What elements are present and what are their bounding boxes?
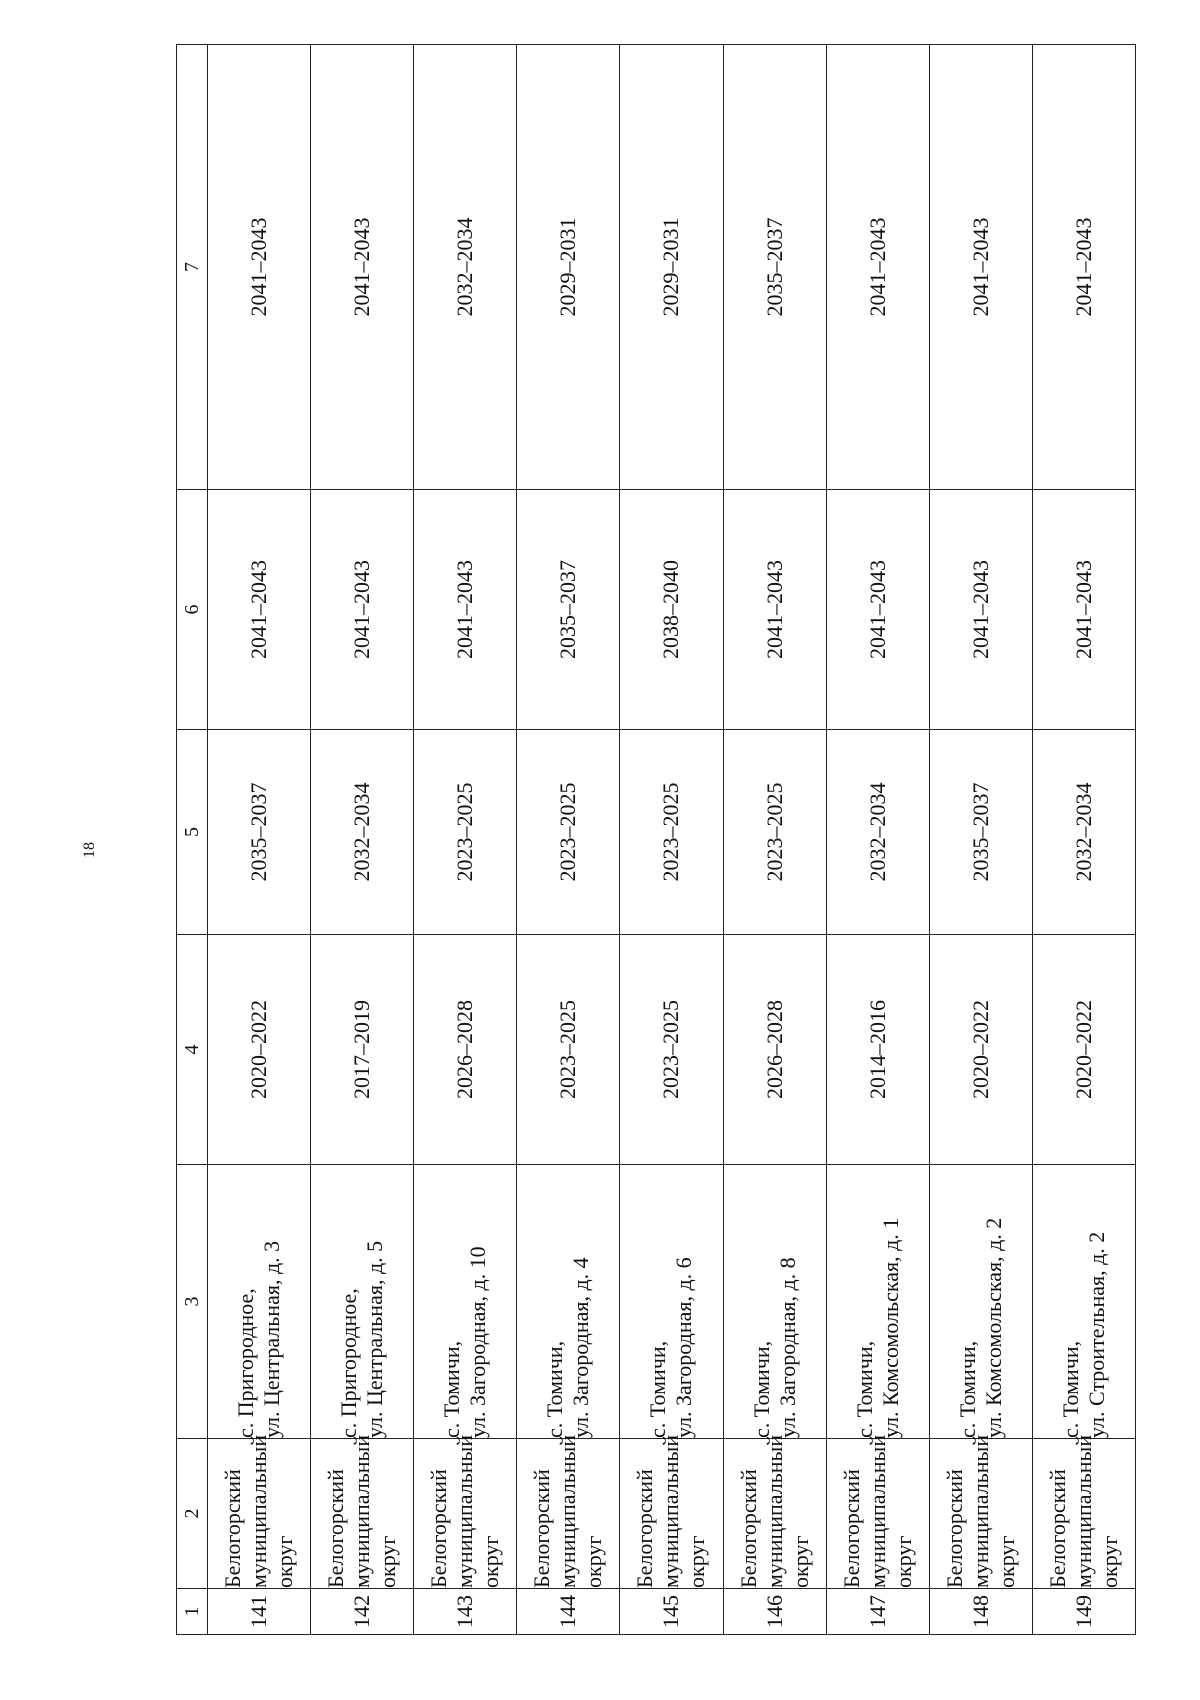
period-col-7: 2041–2043 — [208, 45, 311, 490]
table-row — [620, 45, 723, 1635]
address-line: с. Томичи, — [645, 1340, 671, 1438]
period-col-6: 2041–2043 — [414, 490, 517, 730]
table-row — [929, 45, 1032, 1635]
address-line: с. Пригородное, — [233, 1288, 259, 1438]
district-line: муниципальный — [452, 1434, 478, 1588]
period-col-4: 2017–2019 — [311, 935, 414, 1165]
column-header: 5 — [177, 730, 208, 935]
period-col-7: 2041–2043 — [1032, 45, 1135, 490]
address-cell — [414, 1165, 517, 1439]
district-line: округ — [272, 1535, 298, 1588]
address-line: ул. Загородная, д. 10 — [465, 1246, 491, 1438]
column-header: 7 — [177, 45, 208, 490]
period-col-5: 2023–2025 — [620, 730, 723, 935]
period-col-5: 2032–2034 — [311, 730, 414, 935]
address-line: ул. Центральная, д. 3 — [259, 1240, 285, 1438]
period-col-4: 2020–2022 — [208, 935, 311, 1165]
district-line: муниципальный — [761, 1434, 787, 1588]
district-line: округ — [375, 1535, 401, 1588]
period-col-6: 2041–2043 — [311, 490, 414, 730]
rotated-table-container — [176, 45, 1136, 1635]
district-line: муниципальный — [658, 1434, 684, 1588]
schedule-table — [176, 44, 1136, 1635]
address-cell — [620, 1165, 723, 1439]
district-line: муниципальный — [1070, 1434, 1096, 1588]
period-col-4: 2026–2028 — [414, 935, 517, 1165]
period-col-6: 2041–2043 — [826, 490, 929, 730]
period-col-4: 2014–2016 — [826, 935, 929, 1165]
address-line: ул. Загородная, д. 8 — [774, 1257, 800, 1438]
period-col-5: 2023–2025 — [414, 730, 517, 935]
period-col-6: 2038–2040 — [620, 490, 723, 730]
district-line: округ — [684, 1535, 710, 1588]
district-cell — [826, 1434, 929, 1589]
district-line: Белогорский — [529, 1469, 555, 1588]
district-cell — [620, 1434, 723, 1589]
district-line: муниципальный — [555, 1434, 581, 1588]
address-line: с. Томичи, — [851, 1340, 877, 1438]
district-line: Белогорский — [838, 1469, 864, 1588]
column-header: 6 — [177, 490, 208, 730]
period-col-6: 2041–2043 — [1032, 490, 1135, 730]
period-col-4: 2023–2025 — [517, 935, 620, 1165]
district-cell — [311, 1434, 414, 1589]
table-row — [1032, 45, 1135, 1635]
period-col-7: 2032–2034 — [414, 45, 517, 490]
row-number: 143 — [414, 1589, 517, 1635]
table-row — [311, 45, 414, 1635]
address-line: с. Томичи, — [954, 1340, 980, 1438]
column-header: 4 — [177, 935, 208, 1165]
district-line: Белогорский — [941, 1469, 967, 1588]
district-cell — [208, 1434, 311, 1589]
district-cell — [1032, 1434, 1135, 1589]
district-cell — [929, 1434, 1032, 1589]
table-row — [723, 45, 826, 1635]
address-line: с. Томичи, — [1057, 1340, 1083, 1438]
period-col-4: 2026–2028 — [723, 935, 826, 1165]
address-line: с. Томичи, — [542, 1340, 568, 1438]
period-col-6: 2041–2043 — [929, 490, 1032, 730]
row-number: 144 — [517, 1589, 620, 1635]
row-number: 141 — [208, 1589, 311, 1635]
period-col-7: 2041–2043 — [929, 45, 1032, 490]
address-cell — [1032, 1165, 1135, 1439]
period-col-4: 2020–2022 — [1032, 935, 1135, 1165]
address-line: ул. Загородная, д. 6 — [671, 1257, 697, 1438]
table-row — [517, 45, 620, 1635]
address-line: ул. Комсомольская, д. 2 — [980, 1217, 1006, 1438]
address-line: с. Томичи, — [439, 1340, 465, 1438]
period-col-6: 2041–2043 — [723, 490, 826, 730]
header-row — [177, 45, 208, 1635]
period-col-5: 2035–2037 — [208, 730, 311, 935]
table-row — [208, 45, 311, 1635]
district-line: округ — [890, 1535, 916, 1588]
address-line: ул. Строительная, д. 2 — [1083, 1231, 1109, 1438]
district-line: Белогорский — [220, 1469, 246, 1588]
column-header: 2 — [177, 1439, 208, 1589]
district-line: муниципальный — [864, 1434, 890, 1588]
period-col-6: 2035–2037 — [517, 490, 620, 730]
period-col-5: 2023–2025 — [723, 730, 826, 935]
period-col-7: 2041–2043 — [826, 45, 929, 490]
address-line: ул. Центральная, д. 5 — [362, 1240, 388, 1438]
district-line: Белогорский — [426, 1469, 452, 1588]
column-header: 1 — [177, 1589, 208, 1635]
row-number: 147 — [826, 1589, 929, 1635]
period-col-7: 2041–2043 — [311, 45, 414, 490]
district-line: Белогорский — [632, 1469, 658, 1588]
district-line: Белогорский — [1044, 1469, 1070, 1588]
page-number: 18 — [81, 842, 98, 858]
row-number: 149 — [1032, 1589, 1135, 1635]
address-cell — [929, 1165, 1032, 1439]
district-line: муниципальный — [349, 1434, 375, 1588]
address-cell — [723, 1165, 826, 1439]
address-cell — [311, 1165, 414, 1439]
address-line: с. Томичи, — [748, 1340, 774, 1438]
period-col-7: 2029–2031 — [620, 45, 723, 490]
district-line: Белогорский — [323, 1469, 349, 1588]
district-line: муниципальный — [246, 1434, 272, 1588]
address-cell — [826, 1165, 929, 1439]
district-line: Белогорский — [735, 1469, 761, 1588]
period-col-5: 2032–2034 — [826, 730, 929, 935]
row-number: 145 — [620, 1589, 723, 1635]
row-number: 146 — [723, 1589, 826, 1635]
column-header: 3 — [177, 1165, 208, 1439]
address-line: ул. Загородная, д. 4 — [568, 1257, 594, 1438]
address-line: ул. Комсомольская, д. 1 — [877, 1217, 903, 1438]
period-col-6: 2041–2043 — [208, 490, 311, 730]
address-cell — [208, 1165, 311, 1439]
district-line: муниципальный — [967, 1434, 993, 1588]
period-col-5: 2032–2034 — [1032, 730, 1135, 935]
row-number: 148 — [929, 1589, 1032, 1635]
district-line: округ — [478, 1535, 504, 1588]
district-line: округ — [993, 1535, 1019, 1588]
district-cell — [414, 1434, 517, 1589]
address-line: с. Пригородное, — [336, 1288, 362, 1438]
period-col-7: 2029–2031 — [517, 45, 620, 490]
period-col-7: 2035–2037 — [723, 45, 826, 490]
table-row — [826, 45, 929, 1635]
row-number: 142 — [311, 1589, 414, 1635]
period-col-5: 2035–2037 — [929, 730, 1032, 935]
district-cell — [517, 1434, 620, 1589]
period-col-5: 2023–2025 — [517, 730, 620, 935]
address-cell — [517, 1165, 620, 1439]
period-col-4: 2023–2025 — [620, 935, 723, 1165]
district-line: округ — [787, 1535, 813, 1588]
table-row — [414, 45, 517, 1635]
district-line: округ — [1096, 1535, 1122, 1588]
district-line: округ — [581, 1535, 607, 1588]
district-cell — [723, 1434, 826, 1589]
period-col-4: 2020–2022 — [929, 935, 1032, 1165]
